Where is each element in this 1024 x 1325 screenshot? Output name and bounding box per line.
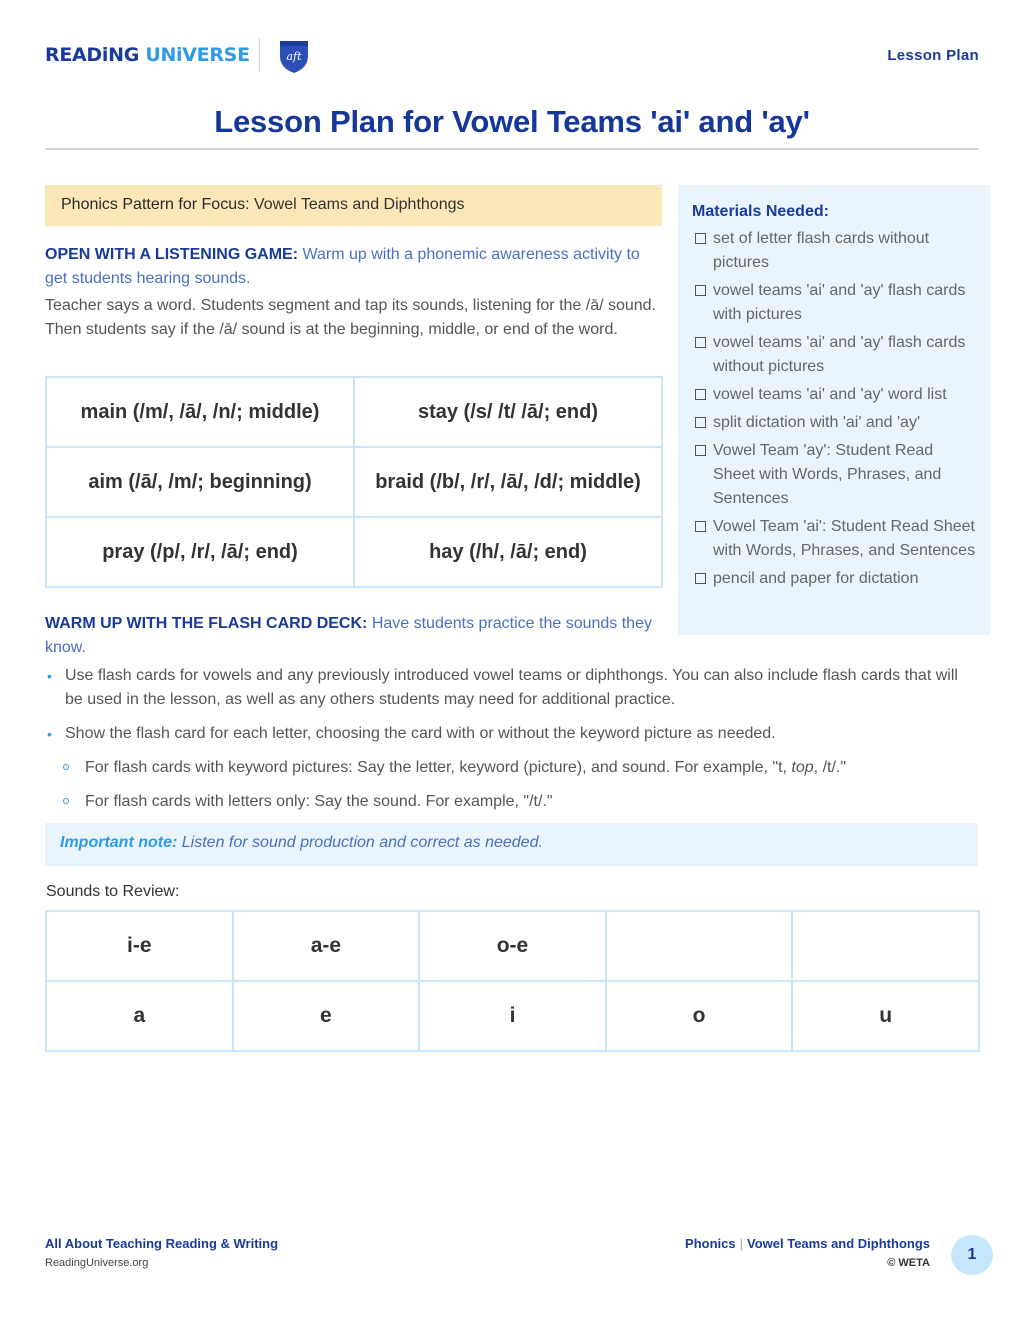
word-sound-table — [45, 376, 663, 588]
sound-cell — [792, 911, 979, 981]
page-title: Lesson Plan for Vowel Teams 'ai' and 'ay' — [214, 104, 810, 139]
materials-item-label: split dictation with 'ai' and 'ay' — [713, 414, 920, 431]
logo-divider — [259, 38, 260, 72]
footer-series-title: All About Teaching Reading & Writing — [45, 1236, 279, 1251]
sub-bullet-text: For flash cards with letters only: Say the sound. For example, "/t/." — [85, 793, 553, 810]
sounds-review-table — [45, 910, 980, 1052]
word-cell: main (/m/, /ā/, /n/; middle) — [46, 377, 354, 447]
sound-cell: o — [606, 981, 793, 1051]
note-label: Important note: — [60, 834, 178, 851]
focus-value: Vowel Teams and Diphthongs — [253, 196, 465, 213]
reading-universe-logo[interactable] — [45, 44, 250, 66]
materials-item-label: Vowel Team 'ay': Student Read Sheet with Words, Phrases, and Sentences — [713, 442, 942, 507]
bullet-text: Use flash cards for vowels and any previously introduced vowel teams or diphthongs. You can also include flash cards that will be used in the lesson, as well as any others students may need for additional practice. — [65, 667, 958, 708]
sounds-review-label: Sounds to Review: — [46, 883, 180, 900]
materials-item — [692, 515, 976, 563]
sub-bullet-text-end: , /t/." — [813, 759, 847, 776]
checkbox-icon[interactable] — [695, 337, 706, 348]
title-divider — [45, 148, 979, 150]
bullet-item — [45, 664, 980, 712]
word-cell: pray (/p/, /r/, /ā/; end) — [46, 517, 354, 587]
table-row — [46, 911, 979, 981]
materials-item — [692, 279, 976, 327]
sound-cell: e — [233, 981, 420, 1051]
warmup-bullet-list — [45, 664, 980, 824]
checkbox-icon[interactable] — [695, 285, 706, 296]
important-note-callout — [45, 823, 978, 866]
footer-left — [45, 1236, 278, 1269]
sound-cell: o-e — [419, 911, 606, 981]
footer-separator: | — [739, 1236, 744, 1251]
checkbox-icon[interactable] — [695, 417, 706, 428]
sound-cell — [606, 911, 793, 981]
aft-text: aft — [286, 50, 302, 63]
table-row — [46, 981, 979, 1051]
warmup-heading: WARM UP WITH THE FLASH CARD DECK: — [45, 615, 368, 632]
page-header — [45, 36, 979, 76]
materials-item-label: vowel teams 'ai' and 'ay' flash cards with pictures — [713, 282, 966, 323]
flash-card-warmup-section — [45, 612, 665, 660]
logo-universe-text: UNiVERSE — [145, 44, 250, 66]
checkbox-icon[interactable] — [695, 573, 706, 584]
materials-item-label: set of letter flash cards without pictures — [713, 230, 930, 271]
materials-item — [692, 227, 976, 275]
footer-category: Phonics — [685, 1236, 736, 1251]
materials-item-label: vowel teams 'ai' and 'ay' flash cards without pictures — [713, 334, 966, 375]
materials-heading: Materials Needed: — [692, 203, 829, 220]
page-number-badge: 1 — [951, 1235, 993, 1275]
logo-reading-text: READiNG — [45, 44, 139, 66]
sub-bullet-text: For flash cards with keyword pictures: Say the letter, keyword (picture), and sound. For example, "t, — [85, 759, 792, 776]
word-cell: braid (/b/, /r/, /ā/, /d/; middle) — [354, 447, 662, 517]
sound-cell: i — [419, 981, 606, 1051]
materials-panel — [678, 185, 990, 635]
table-row — [46, 377, 662, 447]
bullet-dot-icon: • — [47, 726, 52, 742]
materials-item — [692, 383, 976, 407]
hollow-bullet-icon — [63, 798, 69, 804]
table-row — [46, 447, 662, 517]
bullet-dot-icon: • — [47, 668, 52, 684]
aft-shield-logo-icon[interactable] — [275, 38, 313, 74]
checkbox-icon[interactable] — [695, 233, 706, 244]
materials-item-label: pencil and paper for dictation — [713, 570, 919, 587]
checkbox-icon[interactable] — [695, 445, 706, 456]
materials-item-label: vowel teams 'ai' and 'ay' word list — [713, 386, 947, 403]
word-cell: aim (/ā/, /m/; beginning) — [46, 447, 354, 517]
sub-bullet-emphasis: top — [791, 759, 814, 776]
table-row — [46, 517, 662, 587]
footer-copyright: © WETA — [887, 1257, 930, 1269]
bullet-item — [45, 722, 980, 746]
sound-cell: a — [46, 981, 233, 1051]
sound-cell: u — [792, 981, 979, 1051]
materials-item — [692, 567, 976, 591]
footer-right — [685, 1236, 930, 1269]
document-type-label: Lesson Plan — [887, 47, 979, 64]
footer-topic: Vowel Teams and Diphthongs — [747, 1236, 930, 1251]
checkbox-icon[interactable] — [695, 389, 706, 400]
word-cell: stay (/s/ /t/ /ā/; end) — [354, 377, 662, 447]
sub-bullet-item — [45, 790, 980, 814]
listening-game-section — [45, 243, 665, 342]
sound-cell: i-e — [46, 911, 233, 981]
materials-item — [692, 439, 976, 511]
footer-website-link[interactable]: ReadingUniverse.org — [45, 1257, 149, 1269]
focus-label: Phonics Pattern for Focus: — [61, 196, 250, 213]
checkbox-icon[interactable] — [695, 521, 706, 532]
sound-cell: a-e — [233, 911, 420, 981]
materials-item — [692, 331, 976, 379]
listening-game-body: Teacher says a word. Students segment and tap its sounds, listening for the /ā/ sound. Then students say if the /ā/ sound is at the beginning, middle, or end of the word. — [45, 297, 657, 338]
word-cell: hay (/h/, /ā/; end) — [354, 517, 662, 587]
materials-item-label: Vowel Team 'ai': Student Read Sheet with Words, Phrases, and Sentences — [713, 518, 976, 559]
materials-item — [692, 411, 976, 435]
bullet-text: Show the flash card for each letter, choosing the card with or without the keyword picture as needed. — [65, 725, 776, 742]
materials-list — [692, 227, 976, 591]
phonics-focus-banner — [45, 185, 662, 226]
note-text: Listen for sound production and correct as needed. — [181, 834, 543, 851]
listening-game-heading: OPEN WITH A LISTENING GAME: — [45, 246, 299, 263]
listening-game-intro: Warm up with a phonemic awareness activity to get students hearing sounds. — [45, 246, 640, 287]
sub-bullet-item — [45, 756, 980, 780]
hollow-bullet-icon — [63, 764, 69, 770]
warmup-intro: Have students practice the sounds they know. — [45, 615, 652, 656]
